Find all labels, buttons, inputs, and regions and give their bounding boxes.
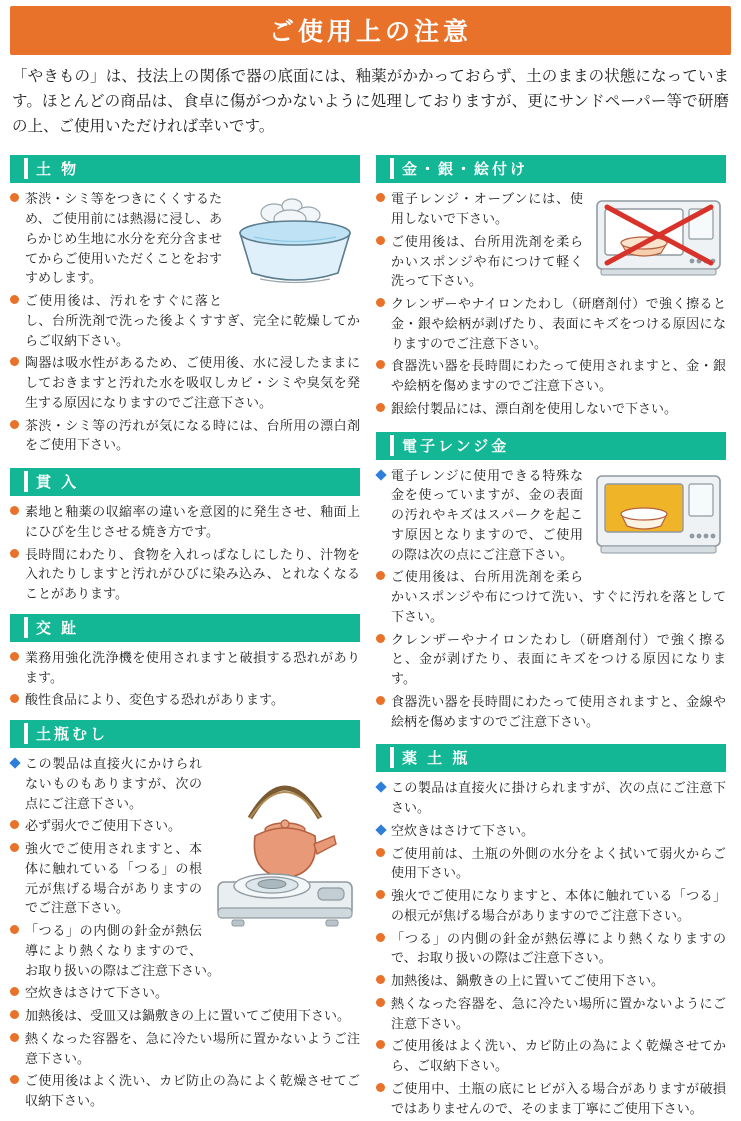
bullet-icon — [376, 403, 385, 412]
list-item: ご使用中、土瓶の底にヒビが入る場合がありますが破損ではありませんので、そのまま丁寧にご使用下さい。 — [376, 1079, 726, 1119]
list-item: この製品は直接火に掛けられますが、次の点にご注意下さい。 — [376, 778, 726, 818]
bullet-icon — [10, 1033, 19, 1042]
list-tsuchimono — [10, 189, 360, 455]
list-item: 熱くなった容器を、急に冷たい場所に置かないようにご注意下さい。 — [376, 994, 726, 1034]
bullet-icon — [10, 295, 19, 304]
instruction-sheet — [0, 6, 741, 1116]
bullet-icon — [376, 634, 385, 643]
list-item: 茶渋・シミ等をつきにくくするため、ご使用前には熱湯に浸し、あらかじめ生地に水分を充分含ませてからご使用いただくことをおすすめします。 — [10, 189, 360, 288]
list-item: 熱くなった容器を、急に冷たい場所に置かないようご注意下さい。 — [10, 1029, 360, 1069]
list-item: 強火でご使用になりますと、本体に触れている「つる」の根元が焦げる場合がありますのでご注意下さい。 — [376, 886, 726, 926]
list-item: 必ず弱火でご使用下さい。 — [10, 816, 360, 836]
list-item: ご使用後は、汚れをすぐに落とし、台所洗剤で洗った後よくすすぎ、完全に乾燥してからご収納下さい。 — [10, 291, 360, 350]
list-kin-gin-etsuke — [376, 189, 726, 418]
list-item: 空炊きはさけて下さい。 — [376, 821, 726, 841]
bullet-icon — [10, 357, 19, 366]
bullet-icon — [376, 236, 385, 245]
list-item: 電子レンジに使用できる特殊な金を使っていますが、金の表面の汚れやキズはスパークを起こす原因となりますので、ご使用の際は次の点にご注意下さい。 — [376, 466, 726, 565]
bullet-icon — [376, 571, 385, 580]
bullet-icon — [376, 848, 385, 857]
list-item: 食器洗い器を長時間にわたって使用されますと、金線や絵柄を傷めますのでご注意下さい。 — [376, 692, 726, 732]
bullet-icon — [376, 975, 385, 984]
bullet-icon — [376, 890, 385, 899]
list-dobinmushi — [10, 754, 360, 1111]
page-title: ご使用上の注意 — [10, 6, 731, 55]
list-kusuri-dobin — [376, 778, 726, 1118]
section-body-kin-gin-etsuke — [376, 189, 726, 421]
bullet-icon — [10, 1010, 19, 1019]
section-heading-dobinmushi: 土瓶むし — [10, 720, 360, 748]
bullet-icon — [376, 1083, 385, 1092]
bullet-icon — [10, 549, 19, 558]
bullet-icon — [10, 987, 19, 996]
list-item: 長時間にわたり、食物を入れっぱなしにしたり、汁物を入れたりしますと汚れがひびに染み込み、とれなくなることがあります。 — [10, 545, 360, 604]
bullet-icon — [10, 925, 19, 934]
section-heading-kin-gin-etsuke: 金・銀・絵付け — [376, 155, 726, 183]
section-heading-tsuchimono: 土 物 — [10, 155, 360, 183]
list-item: この製品は直接火にかけられないものもありますが、次の点にご注意下さい。 — [10, 754, 360, 813]
section-heading-denshi-range-kin: 電子レンジ金 — [376, 432, 726, 460]
list-item: 酸性食品により、変色する恐れがあります。 — [10, 690, 360, 710]
list-item: 食器洗い器を長時間にわたって使用されますと、金・銀や絵柄を傷めますのでご注意下さい。 — [376, 356, 726, 396]
list-item: 強火でご使用されますと、本体に触れている「つる」の根元が焦げる場合がありますのでご注意下さい。 — [10, 839, 360, 918]
section-body-tsuchimono — [10, 189, 360, 458]
bullet-icon — [10, 694, 19, 703]
list-kannyu — [10, 502, 360, 604]
list-item: ご使用後は、台所用洗剤を柔らかいスポンジや布につけて洗い、すぐに汚れを落として下さい。 — [376, 567, 726, 626]
diamond-bullet-icon — [375, 824, 386, 835]
right-column — [376, 145, 726, 1121]
list-item: 業務用強化洗浄機を使用されますと破損する恐れがあります。 — [10, 648, 360, 688]
bullet-icon — [376, 696, 385, 705]
list-item: ご使用後はよく洗い、カビ防止の為によく乾燥させてから、ご収納下さい。 — [376, 1036, 726, 1076]
intro-paragraph: 「やきもの」は、技法上の関係で器の底面には、釉薬がかかっておらず、土のままの状態になっています。ほとんどの商品は、食卓に傷がつかないように処理しておりますが、更にサンドペーパー等で研磨の上、ご使用いただければ幸いです。 — [12, 68, 729, 136]
list-item: 陶器は吸水性があるため、ご使用後、水に浸したままにしておきますと汚れた水を吸収しカビ・シミや臭気を発生する原因になりますのでご注意下さい。 — [10, 353, 360, 412]
list-item: 「つる」の内側の針金が熱伝導により熱くなりますので、お取り扱いの際はご注意下さい。 — [10, 921, 360, 980]
bullet-icon — [10, 652, 19, 661]
list-item: ご使用後はよく洗い、カビ防止の為によく乾燥させてご収納下さい。 — [10, 1071, 360, 1111]
bullet-icon — [376, 1040, 385, 1049]
list-item: クレンザーやナイロンたわし（研磨剤付）で強く擦ると金・銀や絵柄が剥げたり、表面にキズをつける原因になりますのでご注意下さい。 — [376, 294, 726, 353]
bullet-icon — [376, 360, 385, 369]
bullet-icon — [10, 420, 19, 429]
bullet-icon — [376, 193, 385, 202]
diamond-bullet-icon — [9, 757, 20, 768]
list-item: 空炊きはさけて下さい。 — [10, 983, 360, 1003]
bullet-icon — [10, 506, 19, 515]
section-body-denshi-range-kin — [376, 466, 726, 735]
bullet-icon — [376, 933, 385, 942]
section-heading-kochi: 交 趾 — [10, 614, 360, 642]
diamond-bullet-icon — [375, 469, 386, 480]
list-item: 電子レンジ・オーブンには、使用しないで下さい。 — [376, 189, 726, 229]
section-body-dobinmushi — [10, 754, 360, 1114]
list-item: ご使用前は、土瓶の外側の水分をよく拭いて弱火からご使用下さい。 — [376, 844, 726, 884]
bullet-icon — [10, 193, 19, 202]
list-item: 素地と釉薬の収縮率の違いを意図的に発生させ、釉面上にひびを生じさせる焼き方です。 — [10, 502, 360, 542]
section-heading-kusuri-dobin: 薬 土 瓶 — [376, 744, 726, 772]
list-item: 銀絵付製品には、漂白剤を使用しないで下さい。 — [376, 399, 726, 419]
content-columns — [10, 145, 731, 1121]
list-item: 茶渋・シミ等の汚れが気になる時には、台所用の漂白剤をご使用下さい。 — [10, 416, 360, 456]
section-heading-kannyu: 貫 入 — [10, 468, 360, 496]
list-kochi — [10, 648, 360, 710]
bullet-icon — [376, 298, 385, 307]
list-item: クレンザーやナイロンたわし（研磨剤付）で強く擦ると、金が剥げたり、表面にキズをつける原因になります。 — [376, 630, 726, 689]
list-item: ご使用後は、台所用洗剤を柔らかいスポンジや布につけて軽く洗って下さい。 — [376, 232, 726, 291]
list-item: 「つる」の内側の針金が熱伝導により熱くなりますので、お取り扱いの際はご注意下さい。 — [376, 929, 726, 969]
bullet-icon — [376, 998, 385, 1007]
list-item: 加熱後は、鍋敷きの上に置いてご使用下さい。 — [376, 971, 726, 991]
list-denshi-range-kin — [376, 466, 726, 732]
bullet-icon — [10, 820, 19, 829]
diamond-bullet-icon — [375, 782, 386, 793]
left-column — [10, 145, 360, 1114]
bullet-icon — [10, 1075, 19, 1084]
list-item: 加熱後は、受皿又は鍋敷きの上に置いてご使用下さい。 — [10, 1006, 360, 1026]
bullet-icon — [10, 843, 19, 852]
